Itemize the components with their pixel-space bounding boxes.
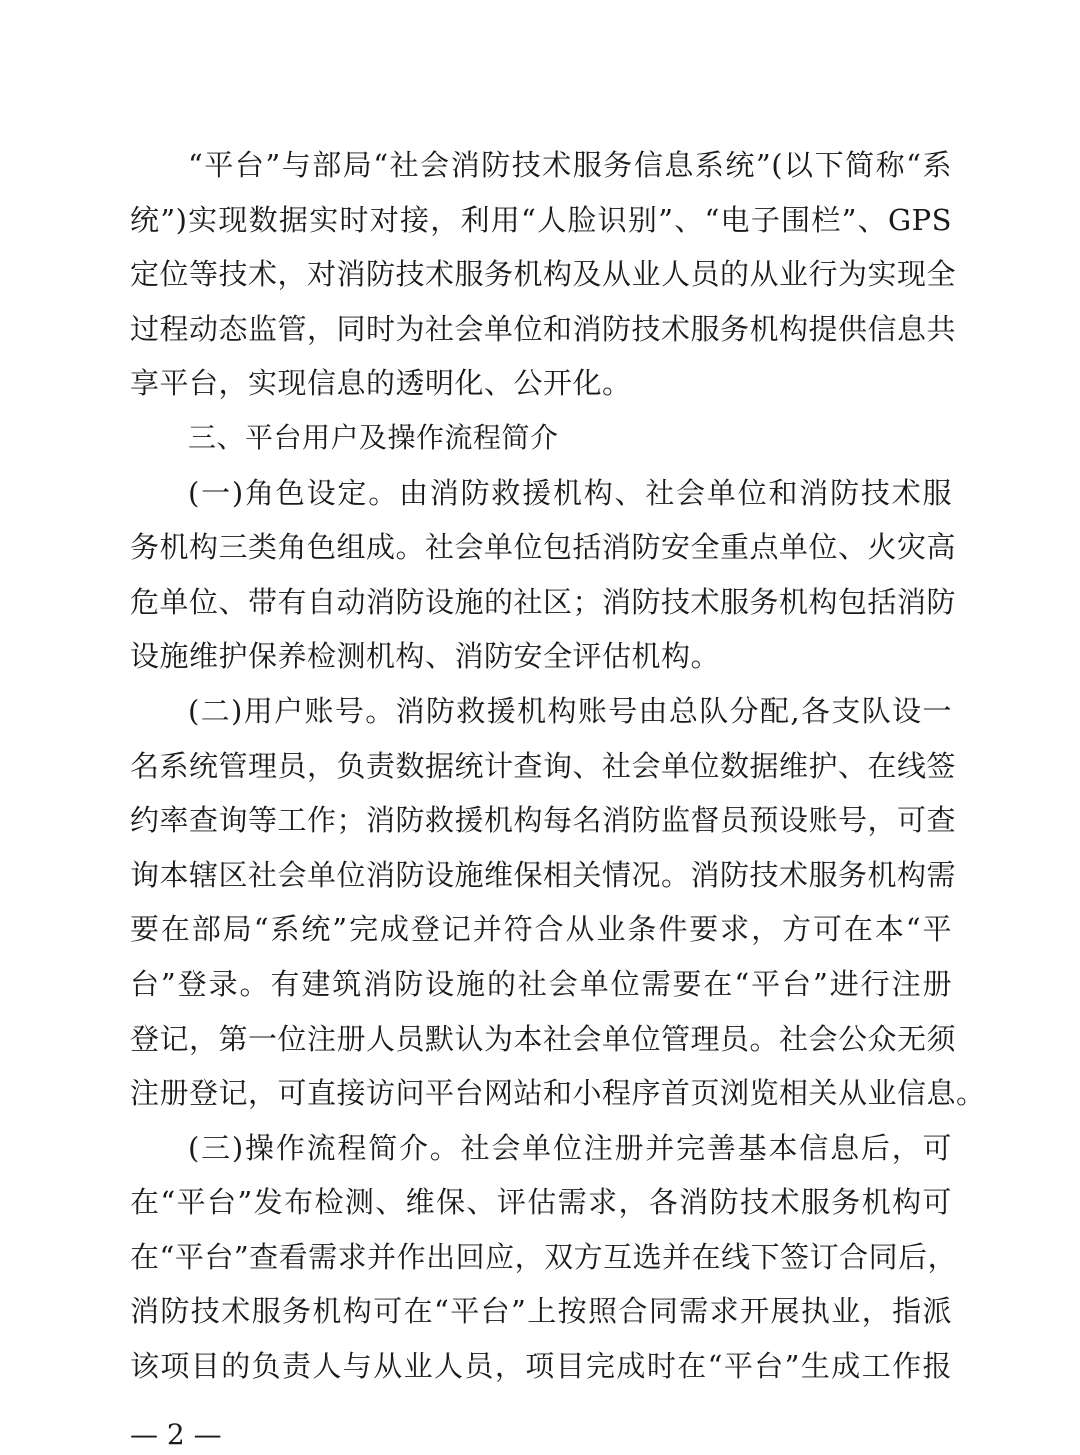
text-line: 统”)实现数据实时对接，利用“人脸识别”、“电子围栏”、GPS <box>130 202 952 237</box>
text-line: 台”登录。有建筑消防设施的社会单位需要在“平台”进行注册 <box>130 966 952 1001</box>
text-line: 消防技术服务机构可在“平台”上按照合同需求开展执业，指派 <box>130 1294 952 1329</box>
text-line: (三)操作流程简介。社会单位注册并完善基本信息后，可 <box>188 1130 952 1165</box>
text-line: 设施维护保养检测机构、消防安全评估机构。 <box>130 639 721 674</box>
text-line: 在“平台”查看需求并作出回应，双方互选并在线下签订合同后， <box>130 1239 958 1274</box>
paragraph-operation-flow <box>130 1121 958 1394</box>
text-line: 该项目的负责人与从业人员，项目完成时在“平台”生成工作报 <box>130 1349 952 1384</box>
paragraph-role-settings <box>130 466 957 684</box>
text-line: (一)角色设定。由消防救援机构、社会单位和消防技术服 <box>188 475 952 510</box>
text-line: 定位等技术，对消防技术服务机构及从业人员的从业行为实现全 <box>130 257 957 292</box>
paragraph-platform-overview <box>130 138 957 411</box>
text-line: (二)用户账号。消防救援机构账号由总队分配,各支队设一 <box>188 693 952 728</box>
text-line: 务机构三类角色组成。社会单位包括消防安全重点单位、火灾高 <box>130 530 957 565</box>
text-line: 注册登记，可直接访问平台网站和小程序首页浏览相关从业信息。 <box>130 1076 986 1111</box>
paragraph-user-accounts <box>130 684 986 1121</box>
page-number: — 2 — <box>130 1418 222 1451</box>
text-line: 危单位、带有自动消防设施的社区；消防技术服务机构包括消防 <box>130 584 957 619</box>
text-line: 名系统管理员，负责数据统计查询、社会单位数据维护、在线签 <box>130 748 957 783</box>
text-line: 询本辖区社会单位消防设施维保相关情况。消防技术服务机构需 <box>130 857 957 892</box>
text-line: “平台”与部局“社会消防技术服务信息系统”(以下简称“系 <box>188 148 952 182</box>
text-line: 登记，第一位注册人员默认为本社会单位管理员。社会公众无须 <box>130 1021 957 1056</box>
section-heading-3: 三、平台用户及操作流程简介 <box>188 420 559 454</box>
text-line: 约率查询等工作；消防救援机构每名消防监督员预设账号，可查 <box>130 803 957 838</box>
text-line: 享平台，实现信息的透明化、公开化。 <box>130 366 632 401</box>
document-body <box>130 138 986 1394</box>
text-line: 过程动态监管，同时为社会单位和消防技术服务机构提供信息共 <box>130 311 957 346</box>
text-line: 在“平台”发布检测、维保、评估需求，各消防技术服务机构可 <box>130 1185 952 1220</box>
text-line: 要在部局“系统”完成登记并符合从业条件要求，方可在本“平 <box>130 912 952 947</box>
